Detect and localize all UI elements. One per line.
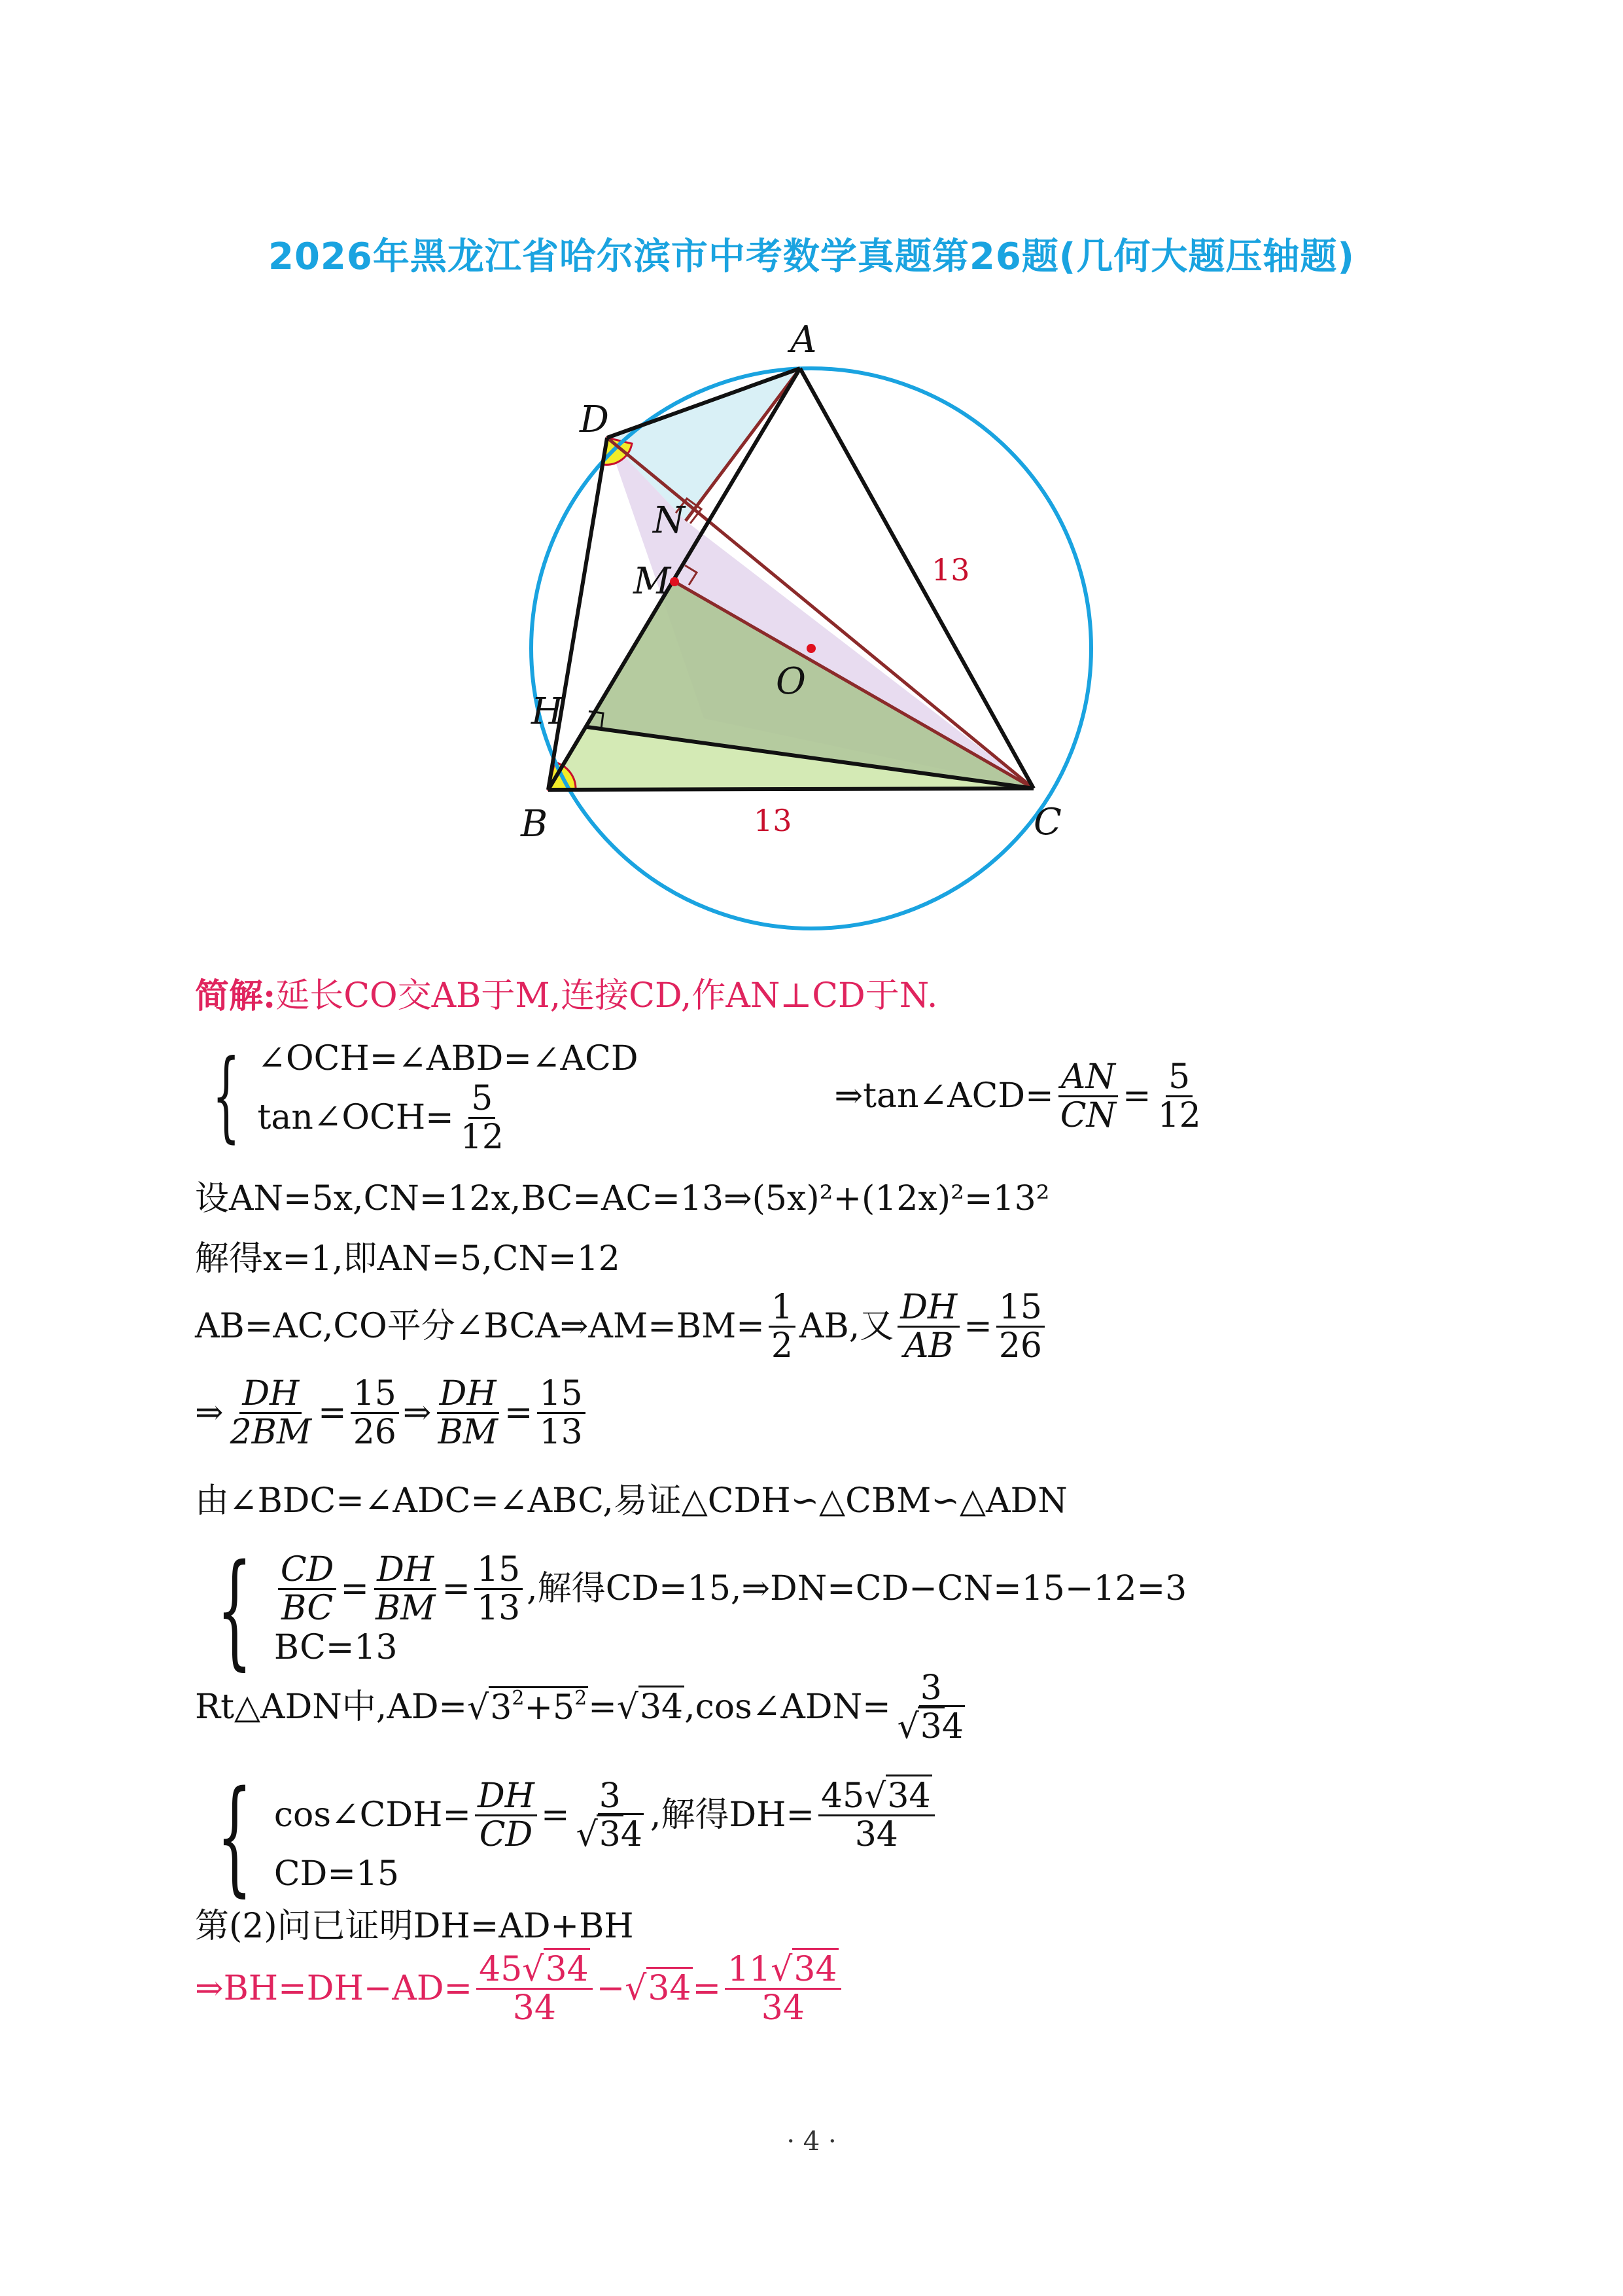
- label-c: C: [1034, 801, 1062, 843]
- fraction-dh-2bm: $\frac{DH}{2BM}$: [230, 1374, 312, 1453]
- fraction-an-cn: $\frac{AN}{CN}$: [1058, 1059, 1119, 1134]
- line-solve-x: 解得x=1,即AN=5,CN=12: [195, 1239, 620, 1279]
- line-ad-cos: Rt△ADN中,AD= $√3^2+5^2$ = √34 ,cos∠ADN= $\frac{3}{√34}$: [195, 1670, 971, 1745]
- fraction-5-12b: $\frac{5}{12}$: [1157, 1057, 1201, 1136]
- fraction-dh-bm2: $\frac{DH}{BM}$: [375, 1549, 436, 1628]
- system-2: { $\frac{CD}{BC}$ = $\frac{DH}{BM}$ = $\frac{15}{13}$ ,解得CD=15,⇒DN=CD−CN=15−12=3 BC=13: [217, 1538, 1187, 1682]
- fraction-15-26: $\frac{15}{26}$: [996, 1289, 1045, 1364]
- point-m-dot: [670, 577, 679, 586]
- label-b: B: [521, 803, 548, 845]
- label-n: N: [653, 499, 685, 542]
- line-proof-ref: 第(2)问已证明DH=AD+BH: [195, 1907, 634, 1946]
- solution-intro-text: 延长CO交AB于M,连接CD,作AN⊥CD于N.: [275, 976, 938, 1016]
- fraction-dh-bm: $\frac{DH}{BM}$: [438, 1374, 498, 1453]
- line-am-bm: AB=AC,CO平分∠BCA⇒AM=BM= $\frac{1}{2}$ AB,又 $\frac{DH}{AB}$ = $\frac{15}{26}$: [195, 1289, 1049, 1364]
- solve-cd: ,解得CD=15,⇒DN=CD−CN=15−12=3: [527, 1568, 1187, 1608]
- bc-13: BC=13: [273, 1627, 398, 1667]
- fraction-3-sqrt34: $\frac{3}{√34}$: [897, 1669, 964, 1747]
- line-similar-triangles: 由∠BDC=∠ADC=∠ABC,易证△CDH∽△CBM∽△ADN: [195, 1481, 1068, 1521]
- system-1-eq2: tan∠OCH=: [257, 1097, 454, 1137]
- fraction-5-12: $\frac{5}{12}$: [460, 1078, 504, 1157]
- solution-intro: [195, 975, 937, 1017]
- system-1-eq1: ∠OCH=∠ABD=∠ACD: [257, 1038, 638, 1078]
- fraction-3-sqrt34b: $\frac{3}{√34}$: [576, 1776, 642, 1854]
- label-a: A: [790, 319, 817, 361]
- system-3: { cos∠CDH= $\frac{DH}{CD}$ = $\frac{3}{√34}$ ,解得DH= $\frac{45√34}{34}$ CD=15: [195, 1759, 939, 1915]
- geometry-figure: [458, 308, 1178, 962]
- cd-15: CD=15: [273, 1854, 400, 1894]
- page-number: · 4 ·: [786, 2127, 837, 2157]
- line-dh-bm: ⇒ $\frac{DH}{2BM}$ = $\frac{15}{26}$ ⇒ $\frac{DH}{BM}$ = $\frac{15}{13}$: [195, 1375, 589, 1451]
- solution-label: 简解:: [195, 976, 276, 1016]
- label-m: M: [633, 560, 671, 603]
- fraction-15-13b: $\frac{15}{13}$: [474, 1551, 523, 1627]
- fraction-dh-ab: $\frac{DH}{AB}$: [898, 1289, 960, 1364]
- fraction-dh-cd: $\frac{DH}{CD}$: [475, 1778, 537, 1853]
- system-1: { ∠OCH=∠ABD=∠ACD tan∠OCH= $\frac{5}{12}$ ⇒tan∠ACD= $\frac{AN}{CN}$ = $\frac{5}{12}$: [195, 1035, 1208, 1158]
- fraction-15-13: $\frac{15}{13}$: [537, 1375, 585, 1451]
- length-bc-label: 13: [754, 803, 792, 838]
- label-o: O: [776, 660, 806, 703]
- fraction-45sqrt34-34b: $\frac{45√34}{34}$: [476, 1951, 592, 2026]
- tan-acd-text: ⇒tan∠ACD=: [834, 1076, 1054, 1116]
- fraction-11sqrt34-34: $\frac{11√34}{34}$: [725, 1951, 841, 2026]
- label-h: H: [531, 690, 563, 733]
- segment-bc: [548, 788, 1034, 790]
- line-final-answer: ⇒BH=DH−AD= $\frac{45√34}{34}$ − √34 = $\frac{11√34}{34}$: [195, 1951, 845, 2026]
- label-d: D: [580, 398, 609, 441]
- fraction-45sqrt34-34: $\frac{45√34}{34}$: [818, 1778, 934, 1853]
- page-title: 2026年黑龙江省哈尔滨市中考数学真题第26题(几何大题压轴题): [268, 236, 1355, 278]
- line-set-variables: 设AN=5x,CN=12x,BC=AC=13⇒(5x)²+(12x)²=13²: [195, 1179, 1050, 1218]
- point-o-dot: [807, 644, 816, 653]
- length-ac-label: 13: [932, 552, 970, 588]
- fraction-1-2: $\frac{1}{2}$: [769, 1289, 795, 1364]
- fraction-cd-bc: $\frac{CD}{BC}$: [278, 1551, 336, 1627]
- fraction-15-26b: $\frac{15}{26}$: [351, 1375, 399, 1451]
